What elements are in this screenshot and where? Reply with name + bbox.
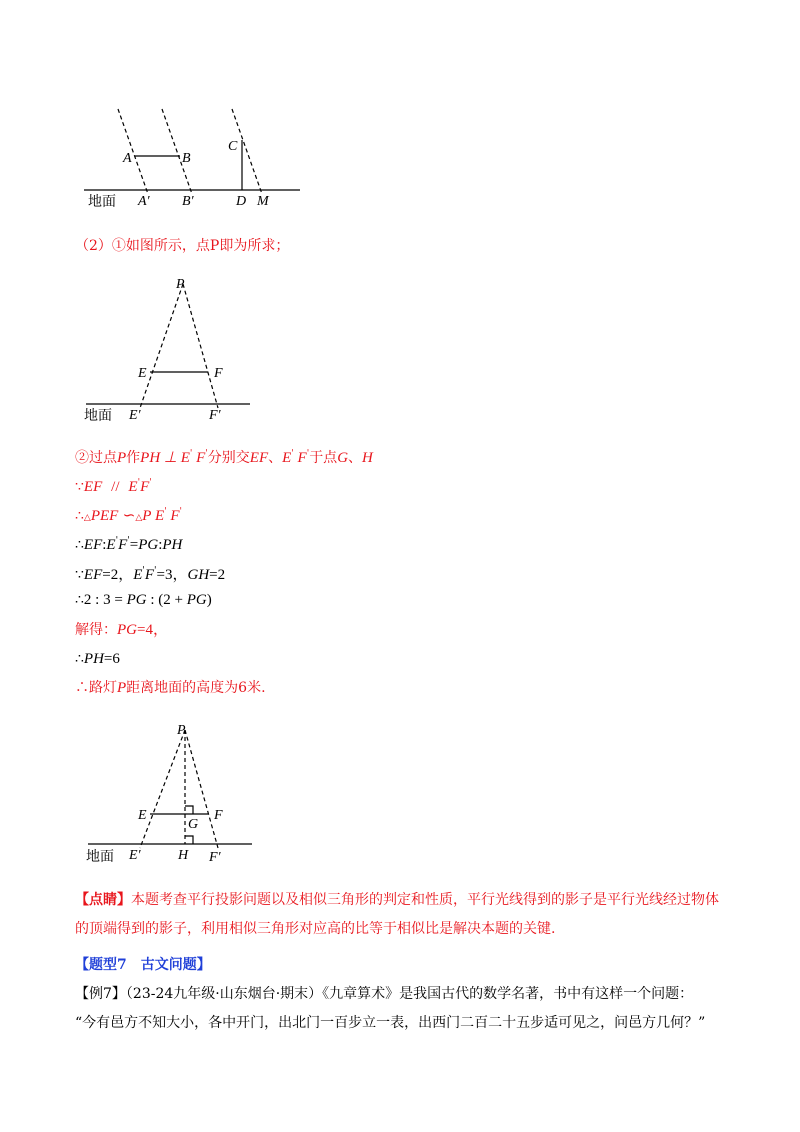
label-e: E [138,808,147,823]
section-heading: 【题型7 古文问题】 [75,957,211,973]
step2-intro: （2）①如图所示，点P即为所求； [75,238,290,254]
proof-line-7: 解得：PG=4， [75,622,168,638]
ground-label: 地面 [86,850,114,865]
figure-parallel-projection [80,104,310,216]
label-b-prime: B′ [182,194,194,209]
ray-pe [140,730,185,848]
example-quote: “今有邑方不知大小，各中开门，出北门一百步立一表，出西门二百二十五步适可见之，问邑方几何？” [75,1015,706,1031]
ray-pe [140,284,183,408]
figure-height-solution [80,718,260,870]
proof-line-6: ∴2 : 3 = PG : (2 + PG) [75,592,212,608]
ground-label: 地面 [88,195,116,210]
proof-line-2: ∵EF // E'F' [75,478,152,495]
comment-tag: 【点睛】 [75,892,131,908]
label-a: A [123,151,132,166]
label-f: F [214,808,223,823]
proof-line-8: ∴PH=6 [75,651,120,667]
comment-paragraph [75,886,725,944]
comment-text: 本题考查平行投影问题以及相似三角形的判定和性质，平行光线得到的影子是平行光线经过物体的顶端得到的影子，利用相似三角形对应高的比等于相似比是解决本题的关键. [75,892,719,937]
label-c: C [228,139,238,154]
label-m: M [257,194,269,209]
example-tag: 【例7】 [75,986,126,1002]
label-f-prime: F′ [209,850,221,865]
figure-point-light [80,274,260,426]
ground-label: 地面 [84,409,112,424]
proof-line-1: ②过点P作PH ⊥ E' F'分别交EF、E' F'于点G、H [75,449,373,466]
label-d: D [236,194,247,209]
label-e-prime: E′ [129,848,141,863]
label-p: P [176,277,185,292]
label-e-prime: E′ [129,408,141,423]
proof-line-5: ∵EF=2，E'F'=3，GH=2 [75,566,226,583]
label-b: B [182,151,191,166]
label-p: P [177,723,186,738]
right-angle-g [185,806,193,814]
proof-line-9: ∴路灯P距离地面的高度为6米. [75,680,266,696]
right-angle-h [185,836,193,844]
label-g: G [188,817,199,832]
example-paragraph [75,980,725,1038]
label-f-prime: F′ [209,408,221,423]
example-text: （23-24九年级·山东烟台·期末）《九章算术》是我国古代的数学名著，书中有这样一个问题： [125,986,694,1002]
proof-line-4: ∴EF:E'F'=PG:PH [75,536,183,553]
label-h: H [178,848,189,863]
label-a-prime: A′ [138,194,150,209]
proof-line-3: ∴△PEF ∽△P E' F' [75,507,182,524]
label-e: E [138,366,147,381]
ray-pf [183,284,218,408]
label-f: F [214,366,223,381]
